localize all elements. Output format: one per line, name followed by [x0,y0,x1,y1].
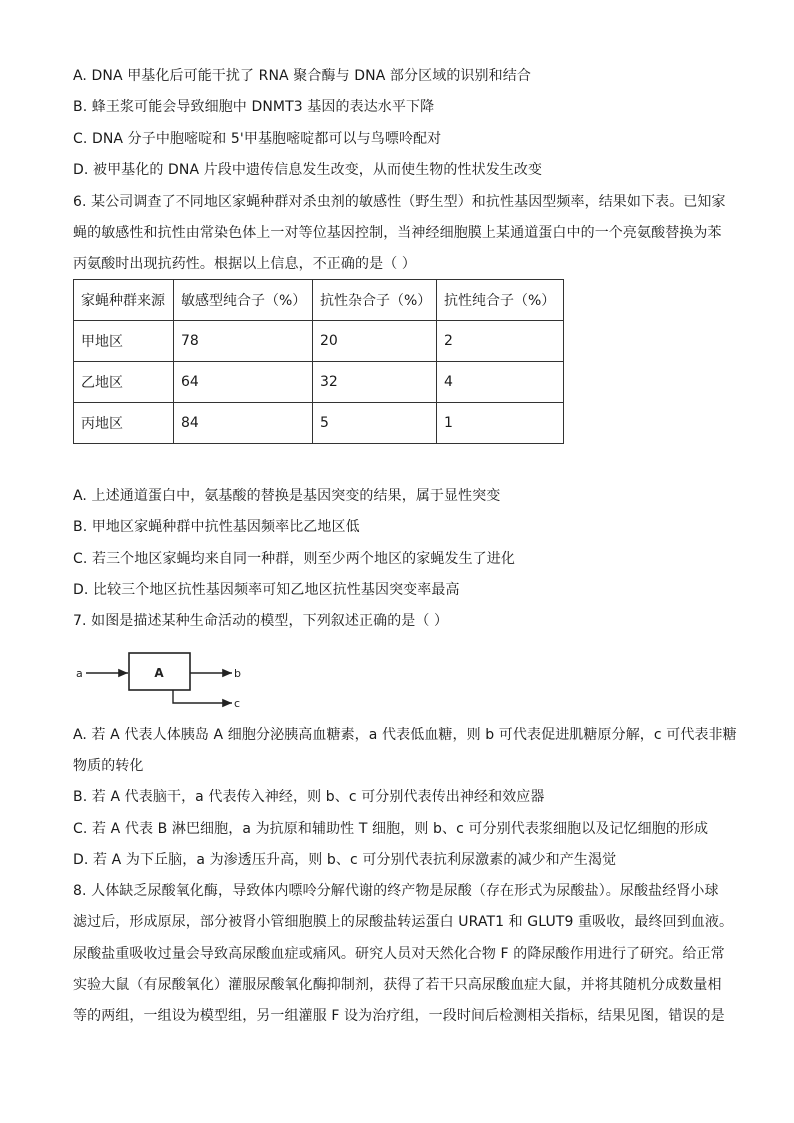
table-cell: 4 [437,362,564,403]
q8-stem-line-3: 尿酸盐重吸收过量会导致高尿酸血症或痛风。研究人员对天然化合物 F 的降尿酸作用进行了研究。给正常 [73,946,725,962]
table-cell: 丙地区 [74,403,174,444]
table-header-row [74,280,564,321]
table-header-cell: 抗性纯合子（%） [437,280,564,321]
table-cell: 5 [313,403,437,444]
q6-option-c: C. 若三个地区家蝇均来自同一种群，则至少两个地区的家蝇发生了进化 [73,551,515,567]
table-cell: 甲地区 [74,321,174,362]
table-cell: 32 [313,362,437,403]
table-row [74,321,564,362]
table-cell: 64 [174,362,313,403]
q7-model-diagram [74,650,254,714]
diagram-label-c: c [234,697,241,710]
arrow-box-to-c [173,690,232,703]
diagram-box-label: A [154,666,164,680]
q7-stem: 7. 如图是描述某种生命活动的模型，下列叙述正确的是（ ） [73,613,449,629]
q5-option-c: C. DNA 分子中胞嘧啶和 5'甲基胞嘧啶都可以与鸟嘌呤配对 [73,131,442,147]
q8-stem-line-5: 等的两组，一组设为模型组，另一组灌服 F 设为治疗组，一段时间后检测相关指标，结果见图，错误的是 [73,1008,725,1024]
table-header-cell: 家蝇种群来源 [74,280,174,321]
table-header-cell: 敏感型纯合子（%） [174,280,313,321]
table-cell: 1 [437,403,564,444]
q8-stem-line-1: 8. 人体缺乏尿酸氧化酶，导致体内嘌呤分解代谢的终产物是尿酸（存在形式为尿酸盐）。尿酸盐经肾小球 [73,883,719,899]
q6-option-d: D. 比较三个地区抗性基因频率可知乙地区抗性基因突变率最高 [73,582,460,598]
q6-stem-line-2: 蝇的敏感性和抗性由常染色体上一对等位基因控制，当神经细胞膜上某通道蛋白中的一个亮氨酸替换为苯 [73,225,722,241]
diagram-label-a: a [76,667,83,680]
q8-stem-line-2: 滤过后，形成原尿，部分被肾小管细胞膜上的尿酸盐转运蛋白 URAT1 和 GLUT9 重吸收，最终回到血液。 [73,914,734,930]
q6-stem-line-3: 丙氨酸时出现抗药性。根据以上信息，不正确的是（ ） [73,256,416,272]
q5-option-b: B. 蜂王浆可能会导致细胞中 DNMT3 基因的表达水平下降 [73,99,435,115]
q7-option-a-line-2: 物质的转化 [73,758,144,774]
q7-option-b: B. 若 A 代表脑干，a 代表传入神经，则 b、c 可分别代表传出神经和效应器 [73,789,545,805]
table-header-cell: 抗性杂合子（%） [313,280,437,321]
q5-option-d: D. 被甲基化的 DNA 片段中遗传信息发生改变，从而使生物的性状发生改变 [73,162,543,178]
q6-table [73,279,564,444]
table-row [74,403,564,444]
q6-option-b: B. 甲地区家蝇种群中抗性基因频率比乙地区低 [73,519,360,535]
q8-stem-line-4: 实验大鼠（有尿酸氧化）灌服尿酸氧化酶抑制剂，获得了若干只高尿酸血症大鼠，并将其随机分成数量相 [73,977,722,993]
table-cell: 乙地区 [74,362,174,403]
q6-stem-line-1: 6. 某公司调查了不同地区家蝇种群对杀虫剂的敏感性（野生型）和抗性基因型频率，结果如下表。已知家 [73,194,726,210]
table-cell: 2 [437,321,564,362]
q7-option-c: C. 若 A 代表 B 淋巴细胞，a 为抗原和辅助性 T 细胞，则 b、c 可分别代表浆细胞以及记忆细胞的形成 [73,821,709,837]
q7-option-d: D. 若 A 为下丘脑，a 为渗透压升高，则 b、c 可分别代表抗利尿激素的减少和产生渴觉 [73,852,617,868]
q6-option-a: A. 上述通道蛋白中，氨基酸的替换是基因突变的结果，属于显性突变 [73,488,501,504]
table-row [74,362,564,403]
table-cell: 84 [174,403,313,444]
q7-option-a-line-1: A. 若 A 代表人体胰岛 A 细胞分泌胰高血糖素，a 代表低血糖，则 b 可代表促进肌糖原分解，c 可代表非糖 [73,727,737,743]
q5-option-a: A. DNA 甲基化后可能干扰了 RNA 聚合酶与 DNA 部分区域的识别和结合 [73,68,531,84]
diagram-label-b: b [234,667,241,680]
table-cell: 20 [313,321,437,362]
table-cell: 78 [174,321,313,362]
